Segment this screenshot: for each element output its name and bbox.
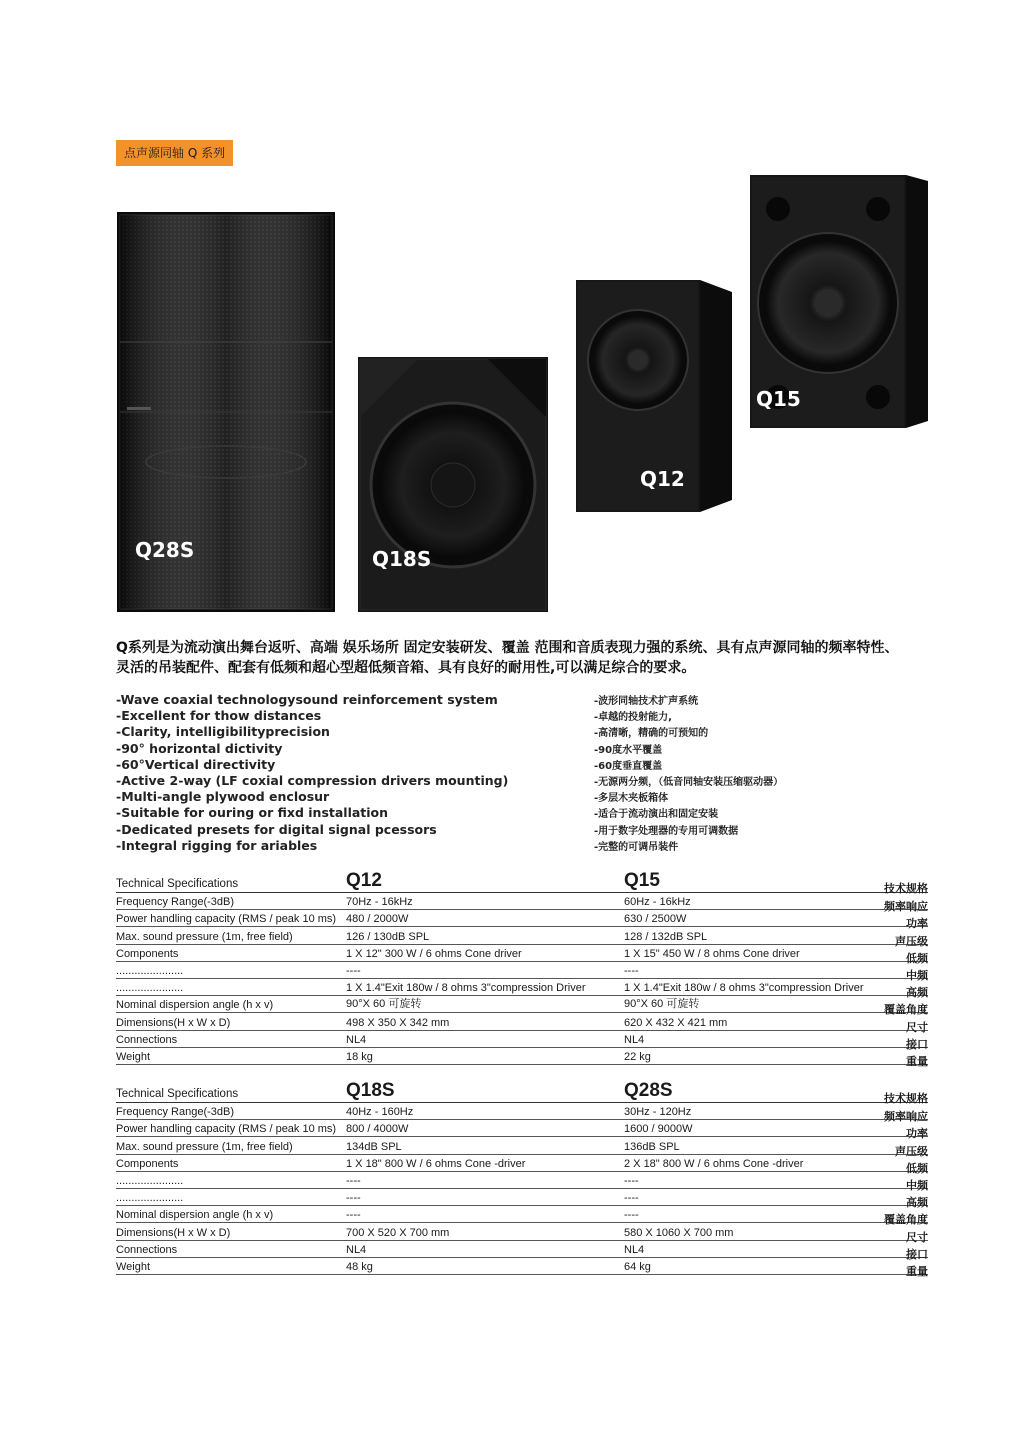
spec-value-a: 48 kg: [346, 1260, 373, 1273]
header-model-a: Q12: [346, 870, 382, 891]
spec-label: ......................: [116, 1174, 184, 1187]
table-row: [116, 1172, 928, 1192]
header-label-cn: 技术规格: [884, 882, 928, 895]
spec-value-b: 620 X 432 X 421 mm: [624, 1016, 728, 1029]
speaker-q12-image: [576, 280, 732, 512]
spec-label-cn: 重量: [906, 1264, 928, 1278]
spec-table-q18s-q28s: [116, 1080, 928, 1278]
spec-value-b: 128 / 132dB SPL: [624, 930, 708, 943]
spec-value-a: 126 / 130dB SPL: [346, 930, 430, 943]
spec-value-b: 136dB SPL: [624, 1140, 680, 1153]
spec-label-cn: 尺寸: [906, 1020, 928, 1034]
spec-value-a: ----: [346, 964, 361, 977]
speaker-q18s-label: Q18S: [372, 547, 432, 571]
features-english-list: [116, 692, 576, 854]
feature-cn-item: -多层木夹板箱体: [594, 793, 669, 805]
category-badge: 点声源同轴 Q 系列: [116, 140, 233, 166]
header-label: Technical Specifications: [116, 1088, 239, 1100]
feature-cn-item: -60度垂直覆盖: [594, 760, 663, 772]
spec-value-b: 1600 / 9000W: [624, 1123, 693, 1136]
spec-label-cn: 中频: [906, 1178, 928, 1192]
table-row: [116, 1241, 928, 1261]
header-model-a: Q18S: [346, 1080, 395, 1101]
feature-en-item: -Clarity, intelligibilityprecision: [116, 724, 330, 740]
spec-label-cn: 高频: [906, 986, 928, 1000]
spec-value-a: 70Hz - 16kHz: [346, 896, 413, 909]
feature-en-item: -Wave coaxial technologysound reinforcement system: [116, 692, 498, 707]
table-row: [116, 1031, 928, 1051]
spec-label-cn: 高频: [906, 1196, 928, 1210]
spec-label-cn: 低频: [906, 951, 928, 965]
spec-value-b: 1 X 1.4"Exit 180w / 8 ohms 3"compression Driver: [624, 982, 864, 995]
table-row: [116, 962, 928, 982]
spec-value-a: ----: [346, 1209, 361, 1222]
feature-cn-item: -高清晰，精确的可预知的: [594, 728, 709, 740]
spec-value-b: 2 X 18" 800 W / 6 ohms Cone -driver: [624, 1157, 804, 1170]
speaker-q15-label: Q15: [756, 387, 801, 411]
spec-value-a: 700 X 520 X 700 mm: [346, 1226, 450, 1239]
spec-label: Max. sound pressure (1m, free field): [116, 1140, 293, 1153]
spec-value-b: ----: [624, 1192, 639, 1205]
spec-label: Weight: [116, 1050, 151, 1063]
spec-label-cn: 重量: [906, 1054, 928, 1068]
table-row: [116, 1120, 928, 1141]
spec-value-a: 1 X 12" 300 W / 6 ohms Cone driver: [346, 947, 522, 960]
feature-en-item: -Active 2-way (LF coxial compression drivers mounting): [116, 773, 509, 789]
spec-value-b: 1 X 15" 450 W / 8 ohms Cone driver: [624, 947, 800, 960]
spec-label: Frequency Range(-3dB): [116, 896, 235, 909]
spec-value-b: 630 / 2500W: [624, 913, 687, 926]
feature-en-item: -Dedicated presets for digital signal pcessors: [116, 821, 437, 837]
table-row: [116, 996, 928, 1017]
features-chinese-list: [594, 694, 924, 856]
feature-cn-item: -90度水平覆盖: [594, 744, 663, 756]
spec-label: ......................: [116, 1192, 184, 1205]
spec-value-b: NL4: [624, 1243, 645, 1256]
spec-label-cn: 频率响应: [884, 900, 928, 914]
spec-value-b: 64 kg: [624, 1260, 651, 1273]
spec-value-b: ----: [624, 1174, 639, 1187]
table-row: [116, 910, 928, 931]
spec-label: Weight: [116, 1260, 151, 1273]
intro-line-2: 灵活的吊装配件、配套有低频和超心型超低频音箱、具有良好的耐用性,可以满足综合的要求。: [116, 660, 696, 676]
spec-label: Nominal dispersion angle (h x v): [116, 1209, 274, 1222]
spec-label: Power handling capacity (RMS / peak 10 ms): [116, 913, 337, 926]
feature-cn-item: -卓越的投射能力,: [594, 712, 672, 724]
spec-label: Dimensions(H x W x D): [116, 1016, 231, 1029]
table-row: [116, 927, 928, 948]
spec-label-cn: 中频: [906, 968, 928, 982]
spec-value-b: ----: [624, 1209, 639, 1222]
spec-value-a: 18 kg: [346, 1050, 373, 1063]
spec-table-header: [116, 870, 928, 893]
header-label-cn: 技术规格: [884, 1092, 928, 1105]
feature-cn-item: -用于数字处理器的专用可调数据: [594, 825, 739, 837]
spec-label-cn: 尺寸: [906, 1230, 928, 1244]
spec-value-b: 90°X 60 可旋转: [624, 998, 700, 1011]
spec-value-b: 22 kg: [624, 1050, 651, 1063]
spec-value-a: 1 X 18" 800 W / 6 ohms Cone -driver: [346, 1157, 526, 1170]
spec-value-a: ----: [346, 1192, 361, 1205]
spec-label: Connections: [116, 1243, 178, 1256]
table-row: [116, 979, 928, 1000]
speaker-q28s-label: Q28S: [135, 538, 195, 562]
spec-value-b: ----: [624, 964, 639, 977]
intro-paragraph: [116, 638, 946, 678]
spec-value-b: 60Hz - 16kHz: [624, 896, 691, 909]
spec-label: Max. sound pressure (1m, free field): [116, 930, 293, 943]
feature-en-item: -Excellent for thow distances: [116, 708, 322, 724]
feature-cn-item: -无源两分频，（低音同轴安装压缩驱动器）: [594, 777, 784, 789]
spec-label: ......................: [116, 964, 184, 977]
feature-en-item: -Suitable for ouring or fixd installation: [116, 805, 389, 821]
feature-cn-item: -完整的可调吊装件: [594, 841, 679, 853]
spec-value-a: 480 / 2000W: [346, 913, 409, 926]
spec-label-cn: 覆盖角度: [884, 1003, 928, 1017]
spec-label: Components: [116, 947, 179, 960]
table-row: [116, 1223, 928, 1244]
table-row: [116, 1258, 928, 1278]
spec-label-cn: 声压级: [895, 1144, 928, 1158]
intro-line-1: Q系列是为流动演出舞台返听、高端 娱乐场所 固定安装研发、覆盖 范围和音质表现力强的系统、具有点声源同轴的频率特性、: [116, 640, 899, 656]
feature-en-item: -Multi-angle plywood enclosur: [116, 789, 330, 805]
spec-value-a: NL4: [346, 1033, 367, 1046]
speaker-q18s-image: [358, 357, 548, 612]
spec-label: ......................: [116, 982, 184, 995]
header-model-b: Q15: [624, 870, 660, 891]
table-row: [116, 1155, 928, 1175]
spec-label-cn: 接口: [906, 1037, 928, 1051]
spec-value-a: 40Hz - 160Hz: [346, 1106, 414, 1119]
table-row: [116, 1103, 928, 1124]
spec-label-cn: 功率: [906, 917, 928, 931]
spec-value-b: 580 X 1060 X 700 mm: [624, 1226, 734, 1239]
table-row: [116, 893, 928, 914]
spec-value-b: NL4: [624, 1033, 645, 1046]
spec-value-a: 498 X 350 X 342 mm: [346, 1016, 450, 1029]
spec-label: Frequency Range(-3dB): [116, 1106, 235, 1119]
spec-label-cn: 声压级: [895, 934, 928, 948]
spec-label-cn: 覆盖角度: [884, 1213, 928, 1227]
feature-cn-item: -适合于流动演出和固定安装: [594, 809, 719, 821]
speaker-q15-image: [750, 175, 928, 428]
feature-en-item: -90° horizontal dictivity: [116, 740, 283, 756]
spec-label-cn: 低频: [906, 1161, 928, 1175]
spec-value-a: NL4: [346, 1243, 367, 1256]
table-row: [116, 1137, 928, 1158]
spec-label: Power handling capacity (RMS / peak 10 ms): [116, 1123, 337, 1136]
table-row: [116, 1189, 928, 1210]
spec-label-cn: 频率响应: [884, 1110, 928, 1124]
speaker-q28s-image: [117, 212, 335, 612]
spec-value-b: 30Hz - 120Hz: [624, 1106, 692, 1119]
speaker-q12-label: Q12: [640, 467, 685, 491]
table-row: [116, 945, 928, 965]
spec-value-a: 90°X 60 可旋转: [346, 998, 422, 1011]
spec-label: Dimensions(H x W x D): [116, 1226, 231, 1239]
table-row: [116, 1013, 928, 1034]
spec-value-a: 1 X 1.4"Exit 180w / 8 ohms 3"compression Driver: [346, 982, 586, 995]
feature-cn-item: -波形同轴技术扩声系统: [594, 696, 699, 707]
spec-label: Components: [116, 1157, 179, 1170]
spec-value-a: 134dB SPL: [346, 1140, 402, 1153]
spec-label: Connections: [116, 1033, 178, 1046]
spec-label-cn: 功率: [906, 1127, 928, 1141]
feature-en-item: -60°Vertical directivity: [116, 756, 276, 772]
spec-value-a: 800 / 4000W: [346, 1123, 409, 1136]
spec-value-a: ----: [346, 1174, 361, 1187]
feature-en-item: -Integral rigging for ariables: [116, 837, 318, 853]
speaker-q18s-graphic: [358, 357, 548, 612]
spec-table-header: [116, 1080, 928, 1103]
table-row: [116, 1206, 928, 1227]
header-model-b: Q28S: [624, 1080, 673, 1101]
spec-table-q12-q15: [116, 870, 928, 1068]
table-row: [116, 1048, 928, 1068]
spec-label: Nominal dispersion angle (h x v): [116, 999, 274, 1012]
header-label: Technical Specifications: [116, 878, 239, 890]
spec-label-cn: 接口: [906, 1247, 928, 1261]
